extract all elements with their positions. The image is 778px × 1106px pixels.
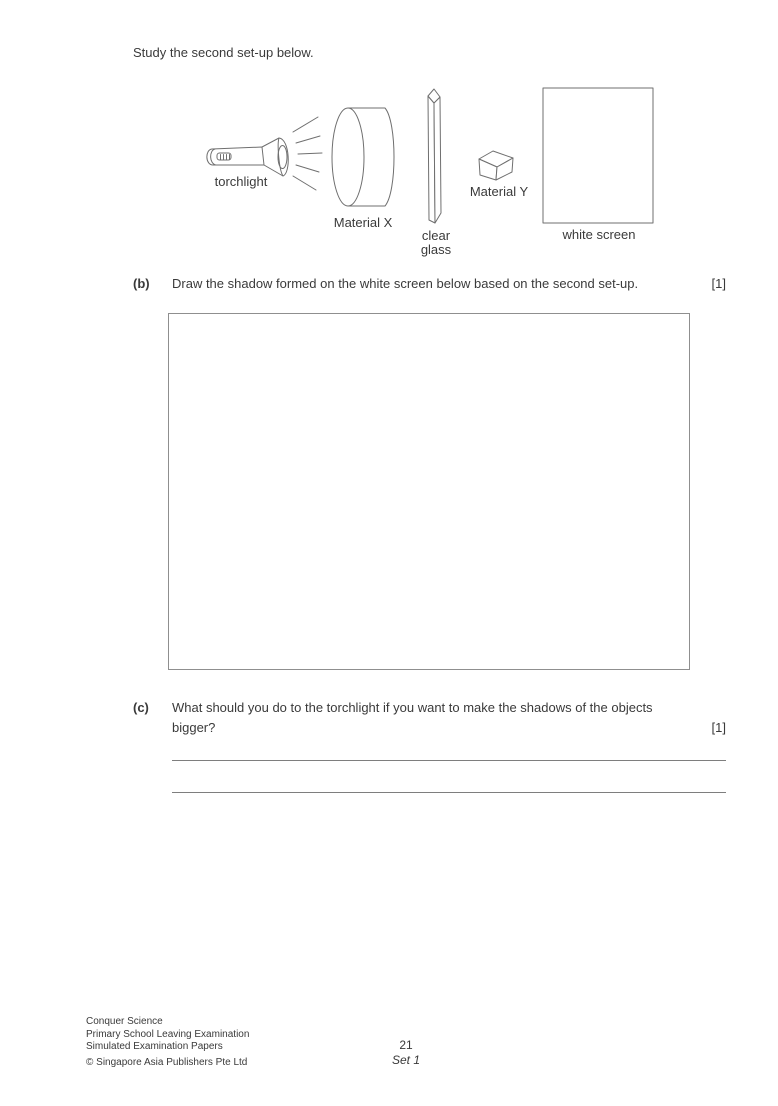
page-number: 21 [399, 1038, 413, 1052]
clear-glass-label-line1: clear [421, 228, 451, 243]
question-c-label: (c) [133, 700, 149, 715]
question-c-marks: [1] [711, 720, 726, 735]
material-y-label: Material Y [469, 184, 529, 199]
footer-copyright: © Singapore Asia Publishers Pte Ltd [86, 1056, 248, 1068]
question-c-text-line2: bigger? [172, 720, 216, 735]
question-c [133, 698, 726, 738]
question-b [133, 276, 726, 292]
question-b-text: Draw the shadow formed on the white screen below based on the second set-up. [172, 276, 639, 291]
footer-series-title: Conquer Science [86, 1016, 163, 1027]
footer-page-block [376, 1038, 436, 1068]
intro-text: Study the second set-up below. [133, 45, 314, 60]
setup-diagram [130, 80, 750, 270]
clear-glass-drawing [428, 89, 441, 223]
footer-publisher-block [86, 1016, 249, 1069]
material-x-label: Material X [333, 215, 393, 230]
question-c-text-line1: What should you do to the torchlight if you want to make the shadows of the objects [172, 700, 653, 715]
white-screen-label: white screen [562, 227, 636, 242]
material-y-drawing [479, 151, 513, 180]
clear-glass-label-line2: glass [420, 242, 452, 257]
footer-exam-name: Primary School Leaving Examination [86, 1028, 250, 1040]
question-b-label: (b) [133, 276, 150, 291]
shadow-drawing-box[interactable] [168, 313, 690, 670]
torchlight-label: torchlight [214, 174, 268, 189]
answer-line-2[interactable] [172, 792, 726, 793]
material-x-drawing [332, 108, 394, 206]
question-b-marks: [1] [711, 276, 726, 291]
set-label: Set 1 [391, 1053, 421, 1067]
footer-paper-type: Simulated Examination Papers [86, 1041, 223, 1052]
white-screen-drawing [543, 88, 653, 223]
light-rays [293, 117, 322, 190]
answer-line-1[interactable] [172, 760, 726, 761]
